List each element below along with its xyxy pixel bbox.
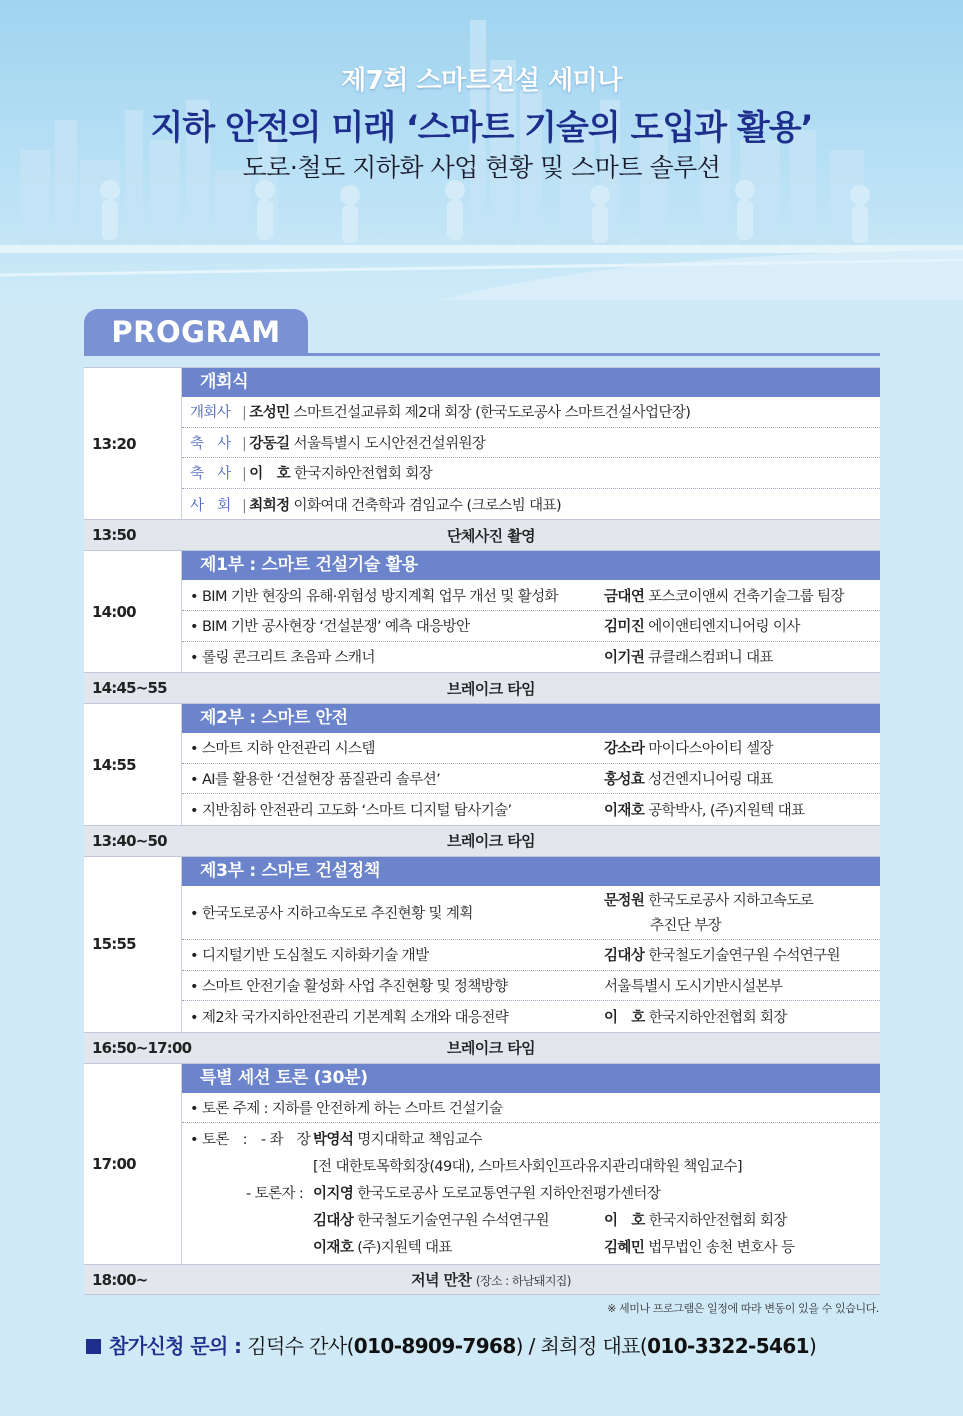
panel-row — [182, 1206, 880, 1233]
speaker-name: 이기권 — [604, 650, 645, 667]
panelist-org: (주)지원텍 대표 — [357, 1240, 452, 1257]
bar-title: 브레이크 타임 — [447, 1039, 535, 1058]
section-time: 15:55 — [84, 857, 182, 1032]
speaker-org: 에이앤티엔지니어링 이사 — [648, 619, 800, 636]
role-label: 축 사 — [190, 435, 231, 452]
seminar-subtitle: 도로·철도 지하화 사업 현황 및 스마트 솔루션 — [242, 153, 721, 182]
topic: • BIM 기반 현장의 유해·위험성 방지계획 업무 개선 및 활성화 — [190, 588, 558, 605]
person-desc: 스마트건설교류회 제2대 회장 (한국도로공사 스마트건설사업단장) — [293, 405, 691, 422]
contact-info — [86, 1330, 816, 1359]
speaker-org: 마이다스아이티 셀장 — [648, 741, 773, 758]
topic: • 제2차 국가지하안전관리 기본계획 소개와 대응전략 — [190, 1009, 509, 1026]
speaker-name: 문정원 — [604, 893, 645, 910]
speaker-org: 한국철도기술연구원 수석연구원 — [648, 948, 840, 965]
speaker-name: 홍성효 — [604, 772, 645, 789]
list-item: 축 사 | 강동길 서울특별시 도시안전건설위원장 — [182, 428, 880, 459]
list-item — [182, 764, 880, 795]
list-item — [182, 580, 880, 611]
role-label: 축 사 — [190, 466, 231, 483]
speaker-org: 서울특별시 도시기반시설본부 — [604, 978, 783, 995]
list-item — [182, 733, 880, 764]
panel-row — [182, 1179, 880, 1206]
program-tab-label: PROGRAM — [84, 309, 308, 354]
speaker-name: 이 호 — [604, 1009, 645, 1026]
dinner-title: 저녁 만찬 — [411, 1271, 472, 1290]
speaker-name: 강소라 — [604, 741, 645, 758]
person-name: 조성민 — [249, 405, 290, 422]
topic: • 스마트 지하 안전관리 시스템 — [190, 741, 375, 758]
list-item — [182, 611, 880, 642]
bar-break-2 — [84, 825, 880, 856]
section-time: 14:55 — [84, 704, 182, 825]
program-change-notice: ※ 세미나 프로그램은 일정에 따라 변동이 있을 수 있습니다. — [607, 1302, 879, 1315]
contact-person-1: 김덕수 간사( — [247, 1334, 354, 1358]
bar-group-photo — [84, 519, 880, 550]
speaker-name: 김미진 — [604, 619, 645, 636]
bar-title: 브레이크 타임 — [447, 832, 535, 851]
list-item: 개회사 | 조성민 스마트건설교류회 제2대 회장 (한국도로공사 스마트건설사업단장) — [182, 397, 880, 428]
bar-time: 14:45~55 — [92, 679, 167, 698]
section-special-session — [84, 1063, 880, 1265]
panelist-name: 이 호 — [604, 1213, 645, 1230]
topic: • BIM 기반 공사현장 ‘건설분쟁’ 예측 대응방안 — [190, 619, 470, 636]
section-title: 제2부 : 스마트 안전 — [182, 704, 880, 733]
section-title: 제1부 : 스마트 건설기술 활용 — [182, 551, 880, 580]
bar-break-3 — [84, 1032, 880, 1063]
section-time: 14:00 — [84, 551, 182, 672]
list-item: 축 사 | 이 호 한국지하안전협회 회장 — [182, 458, 880, 489]
moderator-name: 박영석 — [313, 1132, 354, 1149]
section-time: 13:20 — [84, 368, 182, 519]
role-label: 개회사 — [190, 405, 231, 422]
bar-time: 16:50~17:00 — [92, 1038, 192, 1057]
square-bullet-icon — [86, 1339, 101, 1354]
speaker-org: 한국지하안전협회 회장 — [648, 1009, 787, 1026]
panel-row — [182, 1233, 880, 1260]
list-item — [182, 642, 880, 673]
speaker-org: 포스코이앤씨 건축기술그룹 팀장 — [648, 588, 844, 605]
bar-dinner — [84, 1264, 880, 1295]
discussion-theme — [182, 1093, 880, 1124]
speaker-org: 큐클래스컴퍼니 대표 — [648, 650, 773, 667]
contact-phone-2[interactable]: 010-3322-5461 — [647, 1334, 809, 1358]
schedule-table — [84, 367, 880, 1295]
speaker-org: 성건엔지니어링 대표 — [648, 772, 773, 789]
person-name: 이 호 — [249, 466, 291, 483]
bar-time: 18:00~ — [92, 1270, 148, 1289]
speaker-org: 공학박사, (주)지원텍 대표 — [648, 803, 805, 820]
section-opening — [84, 367, 880, 519]
bar-title: 브레이크 타임 — [447, 679, 535, 698]
speaker-org-cont: 추진단 부장 — [650, 918, 722, 935]
moderator-org: 명지대학교 책임교수 — [357, 1132, 482, 1149]
person-name: 강동길 — [249, 435, 290, 452]
person-desc: 서울특별시 도시안전건설위원장 — [293, 435, 486, 452]
bar-time: 13:40~50 — [92, 831, 167, 850]
list-item — [182, 1001, 880, 1032]
list-item — [182, 940, 880, 971]
section-part3 — [84, 856, 880, 1032]
panelist-org: 한국철도기술연구원 수석연구원 — [357, 1213, 549, 1230]
section-part1 — [84, 550, 880, 672]
bar-time: 13:50 — [92, 526, 136, 545]
topic: • AI를 활용한 ‘건설현장 품질관리 솔루션’ — [190, 772, 441, 789]
bar-title: 단체사진 촬영 — [447, 526, 535, 545]
seminar-main-title: 지하 안전의 미래 ‘스마트 기술의 도입과 활용’ — [150, 108, 813, 148]
person-desc: 한국지하안전협회 회장 — [294, 466, 433, 483]
panelist-org: 한국도로공사 도로교통연구원 지하안전평가센터장 — [357, 1186, 661, 1203]
topic: • 스마트 안전기술 활성화 사업 추진현황 및 정책방향 — [190, 978, 508, 995]
panelist-name: 김대상 — [313, 1213, 354, 1230]
seminar-number-title: 제7회 스마트건설 세미나 — [341, 66, 622, 96]
speaker-org: 한국도로공사 지하고속도로 — [648, 893, 814, 910]
topic: • 디지털기반 도심철도 지하화기술 개발 — [190, 948, 429, 965]
contact-phone-1[interactable]: 010-8909-7968 — [353, 1334, 516, 1358]
list-item — [182, 971, 880, 1002]
topic: • 한국도로공사 지하고속도로 추진현황 및 계획 — [190, 905, 473, 922]
section-time: 17:00 — [84, 1064, 182, 1265]
list-item — [182, 886, 880, 940]
list-item — [182, 794, 880, 825]
speaker-name: 김대상 — [604, 948, 645, 965]
panelist-org: 법무법인 송천 변호사 등 — [648, 1240, 795, 1257]
contact-person-2: ) / 최희정 대표( — [515, 1334, 648, 1358]
bar-break-1 — [84, 672, 880, 703]
list-item: 사 회 | 최희정 이화여대 건축학과 겸임교수 (크로스빔 대표) — [182, 489, 880, 520]
topic: • 지반침하 안전관리 고도화 ‘스마트 디지털 탐사기술’ — [190, 803, 512, 820]
section-part2 — [84, 703, 880, 825]
section-title: 제3부 : 스마트 건설정책 — [182, 857, 880, 886]
panelist-name: 이지영 — [313, 1186, 354, 1203]
speaker-name: 금대연 — [604, 588, 645, 605]
theme-text: • 토론 주제 : 지하를 안전하게 하는 스마트 건설기술 — [190, 1101, 503, 1118]
person-desc: 이화여대 건축학과 겸임교수 (크로스빔 대표) — [293, 497, 562, 514]
moderator-row — [182, 1125, 880, 1152]
panel-prefix: - 토론자 : — [246, 1186, 304, 1203]
role-label: 사 회 — [190, 497, 231, 514]
moderator-prefix: • 토론 : - 좌 장 : — [190, 1132, 319, 1149]
program-divider — [84, 353, 880, 356]
header-banner — [0, 0, 963, 300]
panelist-org: 한국지하안전협회 회장 — [648, 1213, 787, 1230]
panelist-name: 김혜민 — [604, 1240, 645, 1257]
speaker-name: 이재호 — [604, 803, 645, 820]
topic: • 롤링 콘크리트 초음파 스캐너 — [190, 650, 375, 667]
panelist-name: 이재호 — [313, 1240, 354, 1257]
contact-label: 참가신청 문의 : — [109, 1334, 242, 1358]
section-title: 개회식 — [182, 368, 880, 397]
bar-title — [182, 1269, 880, 1290]
dinner-venue-note: (장소 : 하남돼지집) — [475, 1274, 571, 1289]
contact-end: ) — [808, 1334, 817, 1358]
person-name: 최희정 — [249, 497, 290, 514]
moderator-org-cont: [전 대한토목학회장(49대), 스마트사회인프라유지관리대학원 책임교수] — [313, 1159, 742, 1176]
section-title: 특별 세션 토론 (30분) — [182, 1064, 880, 1093]
